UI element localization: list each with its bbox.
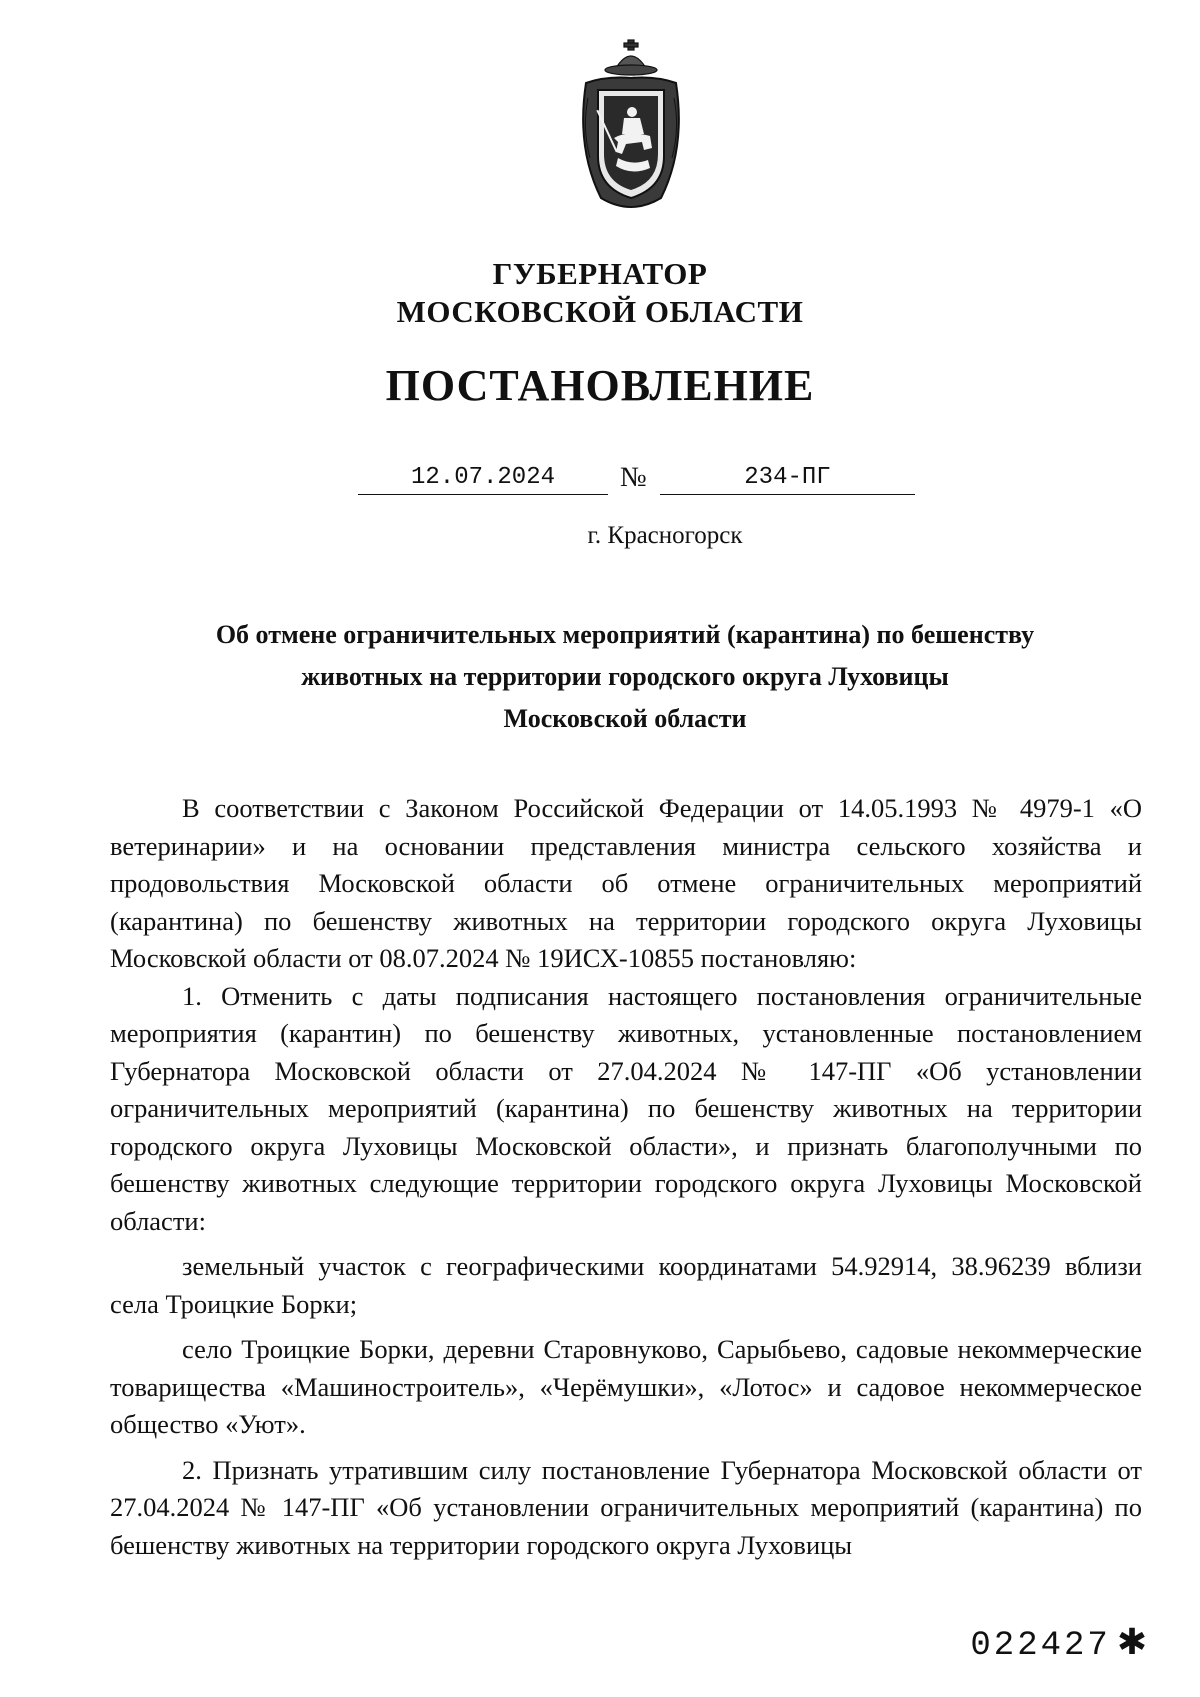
asterisk-mark: ✱ xyxy=(1116,1622,1150,1663)
item-1-subparagraph-1: земельный участок с географическими координатами 54.92914, 38.96239 вблизи села Троицкие Борки; xyxy=(110,1251,1142,1319)
serial-number-value: 022427 xyxy=(970,1627,1111,1665)
issuing-authority xyxy=(0,255,1200,331)
document-type: ПОСТАНОВЛЕНИЕ xyxy=(385,361,815,410)
authority-line-1: ГУБЕРНАТОР xyxy=(492,256,708,291)
date-number-line xyxy=(0,462,1200,498)
number-sign: № xyxy=(620,462,647,493)
serial-number xyxy=(970,1622,1150,1665)
subject-line-2: животных на территории городского округа Луховицы xyxy=(301,662,949,691)
document-subject xyxy=(150,614,1100,740)
authority-line-2: МОСКОВСКОЙ ОБЛАСТИ xyxy=(396,294,804,329)
item-1-paragraph: 1. Отменить с даты подписания настоящего постановления ограничительные мероприятия (карантин) по бешенству животных, установленные постановлением Губернатора Московской области от 27.04.2024 № 147-ПГ «Об установлении ограничительных мероприятий (карантина) по бешенству животных на территории городского округа Луховицы Московской области», и признать благополучными по бешенству животных следующие территории городского округа Луховицы Московской области: xyxy=(110,980,1142,1236)
document-city: г. Красногорск xyxy=(587,522,743,549)
document-date: 12.07.2024 xyxy=(358,462,608,495)
subject-line-1: Об отмене ограничительных мероприятий (карантина) по бешенству xyxy=(215,620,1035,649)
item-2-paragraph: 2. Признать утратившим силу постановление Губернатора Московской области от 27.04.2024 № 147-ПГ «Об установлении ограничительных мероприятий (карантина) по бешенству животных на территории городского округа Луховицы xyxy=(110,1454,1142,1560)
subject-line-3: Московской области xyxy=(503,704,747,733)
preamble-paragraph: В соответствии с Законом Российской Федерации от 14.05.1993 № 4979-1 «О ветеринарии» и на основании представления министра сельского хозяйства и продовольствия Московской области об отмене ограничительных мероприятий (карантина) по бешенству животных на территории городского округа Луховицы Московской области от 08.07.2024 № 19ИСХ-10855 постановляю: xyxy=(110,793,1142,973)
document-body xyxy=(110,790,1142,1564)
item-1-subparagraph-2: село Троицкие Борки, деревни Старовнуково, Сарыбьево, садовые некоммерческие товарищества «Машиностроитель», «Черёмушки», «Лотос» и садовое некоммерческое общество «Уют». xyxy=(110,1334,1142,1439)
document-number: 234-ПГ xyxy=(660,462,915,495)
coat-of-arms-icon xyxy=(566,38,696,218)
